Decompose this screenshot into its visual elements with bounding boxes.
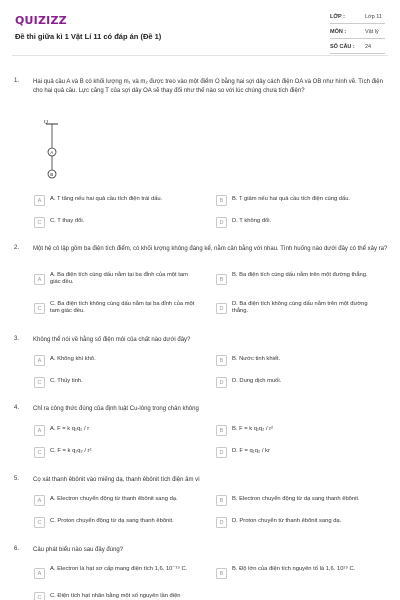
option-text: C. Điện tích hạt nhân bằng một số nguyên lần điện [50, 593, 181, 599]
option-text: B. Nước tinh khiết. [232, 356, 281, 362]
option-text: B. F = k q₁q₂ / r² [232, 426, 274, 432]
option-text: B. Ba điện tích cùng dấu nằm trên một đường thẳng. [232, 272, 368, 278]
option-letter-box: D [216, 517, 227, 528]
option-text: A. F = k q₁q₂ / r [50, 426, 90, 432]
question-text: Chỉ ra công thức đúng của định luật Cu-lông trong chân không [33, 406, 199, 412]
quizizz-logo: QUIZIZZ [15, 14, 67, 27]
question-text: Câu phát biểu nào sau đây đúng? [33, 547, 124, 553]
option-letter-box: B [216, 195, 227, 206]
option-text: D. F = q₁q₂ / kr [232, 448, 270, 454]
option-letter-box: B [216, 568, 227, 579]
option-text: A. Không khí khô. [50, 356, 96, 362]
question-number: 1. [14, 78, 20, 84]
option-text: A. Electron là hạt sơ cấp mang điện tích 1,6. 10⁻¹⁹ C. [50, 566, 188, 572]
option-text: D. T không đổi. [232, 218, 272, 224]
ball-a-label: A [50, 149, 54, 155]
meta-class-value: Lớp 11 [365, 14, 382, 20]
option-letter-box: B [216, 425, 227, 436]
header-divider [12, 55, 388, 56]
meta-count-label: SỐ CÂU : [330, 44, 355, 50]
ball-b-label: B [50, 171, 54, 177]
option-letter-box: C [34, 217, 45, 228]
option-letter-box: C [34, 517, 45, 528]
question-text: Cọ xát thanh êbônit vào miếng dạ, thanh êbônit tích điện âm vì [33, 477, 200, 483]
option-text: A. Ba điện tích cùng dấu nằm tại ba đỉnh của một tam giác đều. [50, 272, 188, 285]
option-letter-box: D [216, 377, 227, 388]
option-text: D. Proton chuyển từ thanh êbônit sang dạ. [232, 518, 342, 524]
option-text: C. Proton chuyển động từ dạ sang thanh êbônit. [50, 518, 174, 524]
meta-class-label: LỚP : [330, 14, 345, 20]
question-number: 6. [14, 546, 20, 552]
question-text: Không thể nói về hằng số điện môi của chất nào dưới đây? [33, 337, 191, 343]
option-letter-box: A [34, 274, 45, 285]
meta-count-value: 24 [365, 44, 372, 50]
option-letter-box: C [34, 592, 45, 600]
question-text: Hai quả cầu A và B có khối lượng m₁ và m₂ được treo vào một điểm O bằng hai sợi dây cách điện OA và OB như hình vẽ. Tích điện cho hai quả cầu. Lực căng T của sợi dây OA sẽ thay đổi như thế nào so với lúc chúng chưa tích điện? [33, 79, 383, 94]
meta-subject-value: Vật lý [365, 29, 379, 35]
pendulum-diagram [36, 120, 66, 180]
point-o-label: O [44, 120, 48, 126]
option-letter-box: A [34, 355, 45, 366]
document-title: Đề thi giữa kì 1 Vật Lí 11 có đáp án (Đề 1) [15, 32, 162, 41]
option-letter-box: A [34, 425, 45, 436]
question-number: 5. [14, 476, 20, 482]
option-letter-box: C [34, 303, 45, 314]
option-text: C. F = k q₁q₂ / r² [50, 448, 92, 454]
option-letter-box: B [216, 274, 227, 285]
option-text: C. Thủy tinh. [50, 378, 83, 384]
option-text: B. T giảm nếu hai quả cầu tích điện cùng dấu. [232, 196, 351, 202]
option-letter-box: C [34, 447, 45, 458]
question-number: 3. [14, 336, 20, 342]
option-text: D. Dung dịch muối. [232, 378, 282, 384]
page-header [0, 0, 400, 60]
option-letter-box: D [216, 217, 227, 228]
option-text: C. T thay đổi. [50, 218, 85, 224]
question-number: 4. [14, 405, 20, 411]
option-text: B. Độ lớn của điện tích nguyên tố là 1,6. 10¹⁹ C. [232, 566, 356, 572]
option-letter-box: D [216, 303, 227, 314]
question-number: 2. [14, 245, 20, 251]
option-text: A. T tăng nếu hai quả cầu tích điện trái dấu. [50, 196, 163, 202]
option-letter-box: D [216, 447, 227, 458]
option-text: A. Electron chuyển động từ thanh êbônit sang dạ. [50, 496, 178, 502]
option-letter-box: B [216, 495, 227, 506]
option-letter-box: A [34, 568, 45, 579]
option-letter-box: A [34, 495, 45, 506]
option-letter-box: B [216, 355, 227, 366]
option-text: B. Electron chuyển động từ dạ sang thanh êbônit. [232, 496, 360, 502]
question-text: Một hệ cô lập gồm ba điện tích điểm, có khối lượng không đáng kể, nằm cân bằng với nhau. Tình huống nào dưới đây có thể xảy ra? [33, 246, 388, 252]
meta-subject-label: MÔN : [330, 29, 347, 35]
option-letter-box: A [34, 195, 45, 206]
option-letter-box: C [34, 377, 45, 388]
option-text: C. Ba điện tích không cùng dấu nằm tại ba đỉnh của một tam giác đều. [50, 301, 195, 314]
option-text: D. Ba điện tích không cùng dấu nằm trên một đường thẳng. [232, 301, 368, 314]
